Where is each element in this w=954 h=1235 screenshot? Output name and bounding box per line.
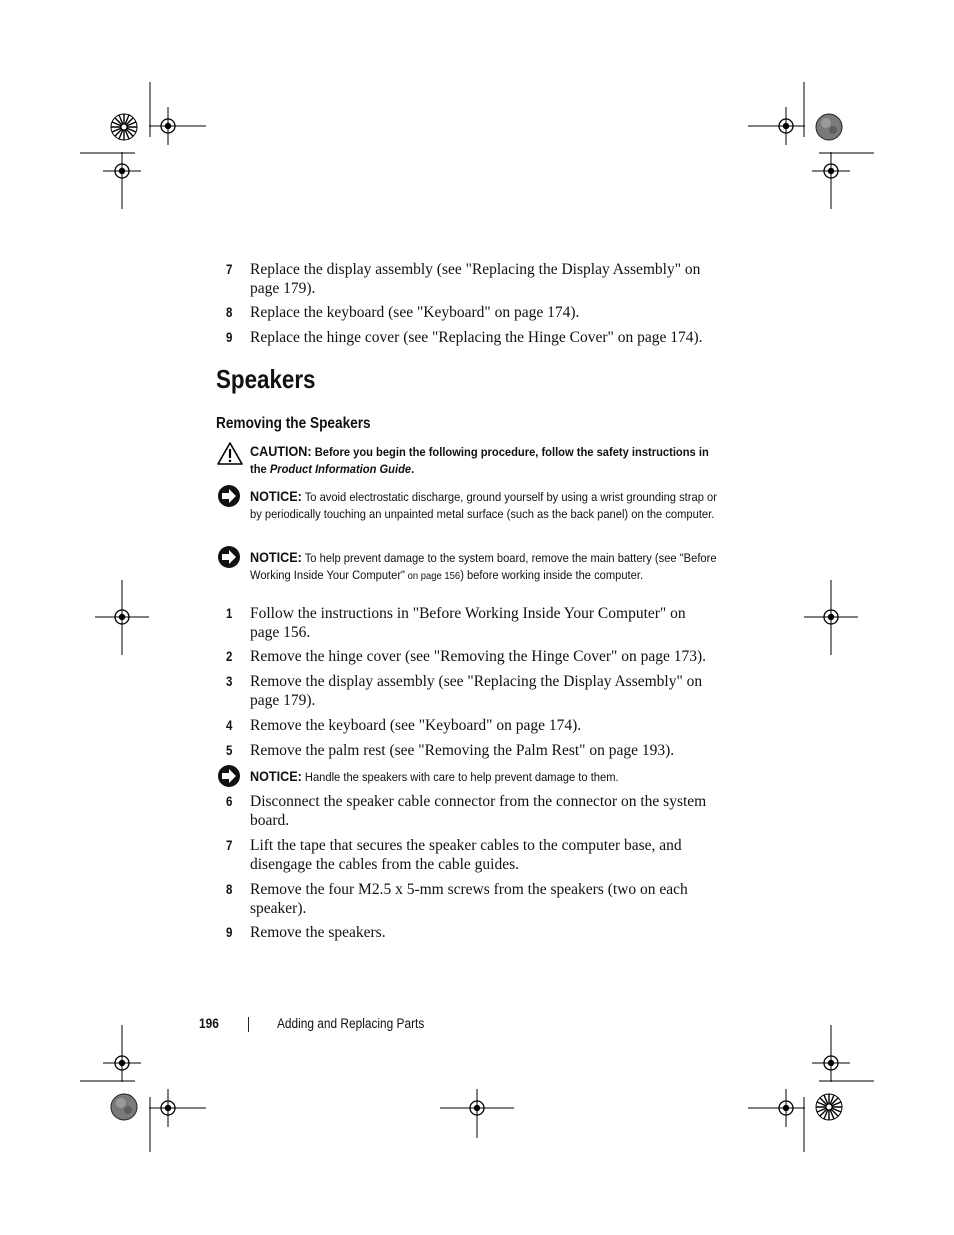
notice-label: NOTICE: (250, 488, 302, 504)
page-number: 196 (199, 1016, 219, 1031)
step-number: 6 (226, 794, 233, 809)
step-text: Replace the keyboard (see "Keyboard" on page 174). (250, 304, 580, 321)
step-text: Remove the palm rest (see "Removing the Palm Rest" on page 193). (250, 742, 675, 759)
step-number: 3 (226, 674, 233, 689)
step-text: Disconnect the speaker cable connector from the connector on the system board. (250, 793, 707, 829)
page-reference: on page 156 (405, 570, 461, 582)
step-text: Remove the keyboard (see "Keyboard" on page 174). (250, 717, 582, 734)
step-number: 1 (226, 606, 233, 621)
step-text: Remove the hinge cover (see "Removing the Hinge Cover" on page 173). (250, 648, 707, 665)
notice-text (250, 488, 718, 523)
notice-body: To help prevent damage to the system board, remove the main battery (see "Before Working Inside Your Computer" (250, 551, 717, 582)
step-number: 4 (226, 718, 233, 733)
caution-label: CAUTION: (250, 443, 312, 459)
chapter-title: Adding and Replacing Parts (277, 1016, 425, 1031)
step-text: Remove the display assembly (see "Replacing the Display Assembly" on page 179). (250, 673, 703, 709)
notice-arrow-icon (216, 484, 242, 510)
step-text: Remove the speakers. (250, 924, 386, 941)
notice-arrow-icon (216, 764, 242, 790)
caution-note (216, 441, 716, 481)
notice-label: NOTICE: (250, 549, 302, 565)
caution-body: Before you begin the following procedure, follow the safety instructions in the (250, 445, 709, 476)
notice-text (250, 768, 718, 786)
step-text: Remove the four M2.5 x 5-mm screws from the speakers (two on each speaker). (250, 881, 688, 917)
step-text: Follow the instructions in "Before Working Inside Your Computer" on page 156. (250, 605, 686, 641)
caution-end: . (411, 462, 415, 476)
notice-body-end: ) before working inside the computer. (460, 568, 644, 582)
step-number: 7 (226, 262, 233, 277)
step-number: 9 (226, 925, 233, 940)
subsection-title: Removing the Speakers (216, 415, 371, 432)
step-number: 8 (226, 882, 233, 897)
caution-text (250, 443, 718, 478)
step-number: 8 (226, 305, 233, 320)
notice-body: To avoid electrostatic discharge, ground yourself by using a wrist grounding strap or by periodically touching an unpainted metal surface (such as the back panel) on the computer. (250, 490, 717, 521)
section-title: Speakers (216, 364, 316, 394)
notice-note (216, 764, 716, 792)
notice-note (216, 545, 716, 600)
notice-text (250, 549, 718, 585)
step-text: Replace the display assembly (see "Replacing the Display Assembly" on page 179). (250, 261, 701, 297)
step-number: 9 (226, 330, 233, 345)
step-number: 2 (226, 649, 233, 664)
caution-triangle-icon (216, 441, 242, 467)
step-number: 7 (226, 838, 233, 853)
notice-body: Handle the speakers with care to help prevent damage to them. (304, 770, 619, 784)
caution-guide-title: Product Information Guide (269, 462, 412, 476)
notice-arrow-icon (216, 545, 242, 571)
notice-label: NOTICE: (250, 768, 302, 784)
footer-divider (248, 1017, 249, 1032)
step-text: Replace the hinge cover (see "Replacing the Hinge Cover" on page 174). (250, 329, 703, 346)
notice-note (216, 484, 716, 544)
step-text: Lift the tape that secures the speaker cables to the computer base, and disengage the cables from the cable guides. (250, 837, 682, 873)
step-number: 5 (226, 743, 233, 758)
